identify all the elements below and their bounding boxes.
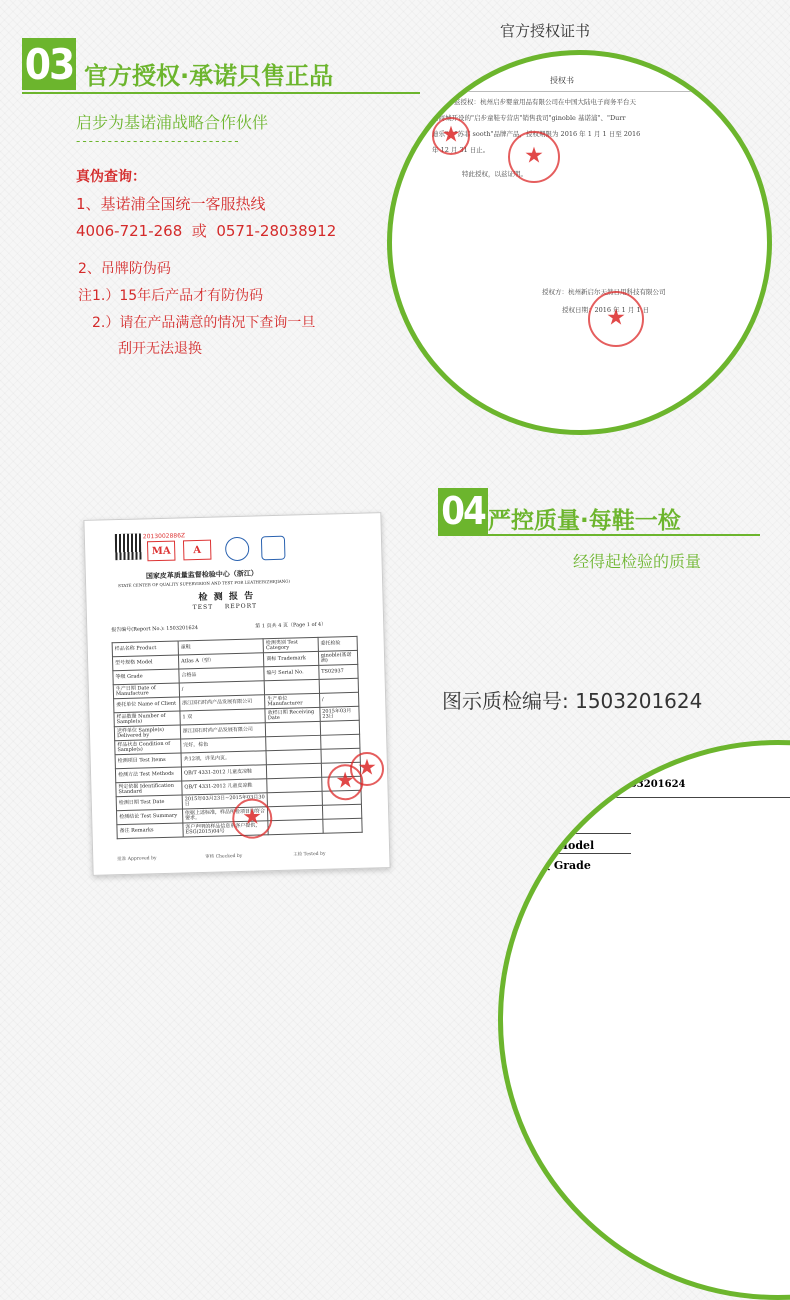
table-cell [266, 735, 321, 750]
table-cell: 样品状态 Condition of Sample(s) [115, 739, 181, 755]
table-cell: 客户声明的样品信息系客户提供，ESG(2015)04号 [183, 821, 269, 837]
table-cell: 合格品 [179, 667, 265, 683]
table-cell: 检测日期 Test Date [116, 795, 182, 811]
section2-title-underline [438, 534, 760, 536]
table-cell: TS02937 [319, 664, 359, 679]
zoom-grade: 级 Grade [539, 859, 591, 872]
table-cell: 等级 Grade [113, 669, 179, 685]
certificate-label: 官方授权证书 [500, 22, 591, 40]
table-cell [319, 678, 359, 693]
section-number-badge-04: 04 [438, 488, 488, 534]
note-2-continued: 刮开无法退换 [118, 341, 202, 357]
section2-title: 严控质量·每鞋一检 [488, 508, 681, 534]
table-cell: 委托检验 [318, 636, 358, 651]
cert-rule-1 [404, 91, 772, 92]
table-cell: 2015年03月23日 [320, 706, 360, 721]
table-cell: / [179, 681, 265, 697]
table-cell: 商标 Trademark [264, 651, 319, 666]
approved-by: 批准 Approved by [117, 856, 157, 863]
table-cell [267, 777, 322, 792]
zoom-rule [503, 797, 790, 798]
table-cell: 备注 Remarks [117, 823, 183, 839]
section2-subtitle: 经得起检验的质量 [573, 552, 702, 571]
report-zoom-magnifier [498, 740, 790, 1300]
company-seal-right [508, 131, 560, 183]
table-cell: 共12项，详见内页。 [181, 751, 267, 767]
table-cell [320, 720, 360, 735]
tested-by: 主检 Tested by [293, 851, 326, 858]
note-2: 2.）请在产品满意的情况下查询一旦 [92, 315, 316, 331]
table-cell: 编号 Serial No. [264, 665, 319, 680]
report-center-cn: 国家皮革质量监督检验中心（浙江） [145, 568, 258, 581]
table-cell: 检测结论 Test Summary [117, 809, 183, 825]
table-cell [265, 721, 320, 736]
table-cell: 浙江国石时尚产品发展有限公司 [179, 695, 265, 711]
table-cell: 型号规格 Model [112, 655, 178, 671]
table-cell: 检测方法 Test Methods [115, 767, 181, 783]
certificate-heading: 授权书 [550, 76, 574, 85]
cert-body-line-3: 迪乐"、"苏菲 sooth"品牌产品，授权期限为 2016 年 1 月 1 日至 2016 [432, 130, 641, 138]
cert-body-line-2: 猫商城开设的"启步童鞋专营店"销售我司"ginoble 基诺浦"、"Durr [432, 114, 626, 122]
table-cell: 样品名称 Product [112, 641, 178, 657]
cert-date: 授权日期：2016 年 1 月 1 日 [562, 306, 650, 314]
hotline-numbers: 4006-721-268 或 0571-28038912 [76, 222, 337, 240]
table-cell: 判定依据 Identification Standard [116, 781, 182, 797]
section1-title-underline [22, 92, 420, 94]
report-page-info: 第 1 页共 4 页（Page 1 of 4） [255, 621, 327, 630]
query-item-1: 1、基诺浦全国统一客服热线 [76, 195, 266, 213]
report-title-en: TEST REPORT [192, 602, 258, 612]
test-report-document [83, 512, 390, 876]
table-cell: 检测项目 Test Items [115, 753, 181, 769]
report-center-en: STATE CENTER OF QUALITY SUPERVISION AND TEST FOR LEATHER(ZHEJIANG) [118, 578, 291, 589]
table-cell [264, 679, 319, 694]
report-number: 报告编号(Report No.): 1503201624 [111, 624, 199, 634]
cma-logo: MA [147, 541, 176, 562]
table-cell [323, 818, 363, 833]
zoom-report-number: 编号(Report No.): 1503201624 [515, 779, 686, 790]
zoom-row-line-1 [511, 833, 631, 834]
zoom-product-cn: 样品名称 [525, 807, 569, 820]
table-cell: 检测类别 Test Category [263, 637, 318, 652]
cert-body-line-5: 特此授权，以兹证明。 [462, 170, 527, 178]
table-cell: / [319, 692, 359, 707]
table-cell: QB/T 4331-2012 儿童皮凉鞋 [181, 765, 267, 781]
company-seal-left [432, 117, 470, 155]
table-cell: 1 双 [180, 709, 266, 725]
table-cell: ginoble(基诺浦) [318, 650, 358, 665]
query-heading: 真伪查询： [76, 169, 146, 185]
authorizer-seal [588, 291, 644, 347]
table-cell: 生产单位 Manufacturer [265, 693, 320, 708]
qr-code [115, 533, 142, 560]
zoom-model: 号规格 Model [519, 839, 595, 852]
cert-signatory: 授权方：杭州新启尔天然日用科技有限公司 [542, 288, 666, 296]
certificate-magnifier [387, 50, 772, 435]
table-cell: 童鞋 [178, 639, 264, 655]
table-cell: 样品数量 Number of Sample(s) [114, 711, 180, 727]
certificate-doc [392, 55, 772, 435]
zoom-product-en: Product [535, 821, 567, 830]
table-cell [322, 804, 362, 819]
table-cell: 依据上述标准，样品所检项目均符合要求。 [182, 807, 268, 823]
checked-by: 审核 Checked by [205, 853, 243, 860]
table-cell: 送样单位 Sample(s) Delivered by [114, 725, 180, 741]
report-title-cn: 检 测 报 告 [198, 591, 254, 603]
section1-title: 官方授权·承诺只售正品 [84, 62, 334, 90]
table-cell [267, 791, 322, 806]
table-cell [267, 763, 322, 778]
table-cell: Atlas A（型） [178, 653, 264, 669]
table-cell: QB/T 4331-2012 儿童皮凉鞋 [182, 779, 268, 795]
section1-subtitle: 启步为基诺浦战略合作伙伴 [76, 113, 269, 132]
side-seal-fragment [350, 752, 384, 786]
table-cell: 生产日期 Date of Manufacture [113, 683, 179, 699]
zoom-row-line-2 [511, 853, 631, 854]
table-cell [320, 734, 360, 749]
query-item-2: 2、吊牌防伪码 [78, 261, 171, 277]
table-cell [268, 819, 323, 834]
table-cell: 收样日期 Receiving Date [265, 707, 320, 722]
inspection-number-label: 图示质检编号: 1503201624 [442, 689, 703, 713]
cnas-logo [261, 536, 286, 561]
report-code: 2013002886Z [142, 532, 186, 541]
cert-body-line-4: 年 12 月 31 日止。 [432, 146, 490, 154]
section1-dashed-divider: -------------------------- [76, 134, 241, 148]
table-cell [266, 749, 321, 764]
table-cell: 浙江国石时尚产品发展有限公司 [180, 723, 266, 739]
cert-body-line-1: 兹授权：杭州启步婴童用品有限公司在中国大陆电子商务平台天 [454, 98, 636, 106]
note-1: 注1.）15年后产品才有防伪码 [78, 288, 264, 304]
ca-logo: A [183, 540, 212, 561]
table-cell: 委托单位 Name of Client [114, 697, 180, 713]
table-cell: 完好，棕色 [181, 737, 267, 753]
ilac-logo [225, 537, 250, 562]
table-cell [268, 805, 323, 820]
table-cell: 2015年03月23日~2015年03月30日 [182, 793, 268, 809]
section-number-badge-03: 03 [22, 38, 76, 90]
